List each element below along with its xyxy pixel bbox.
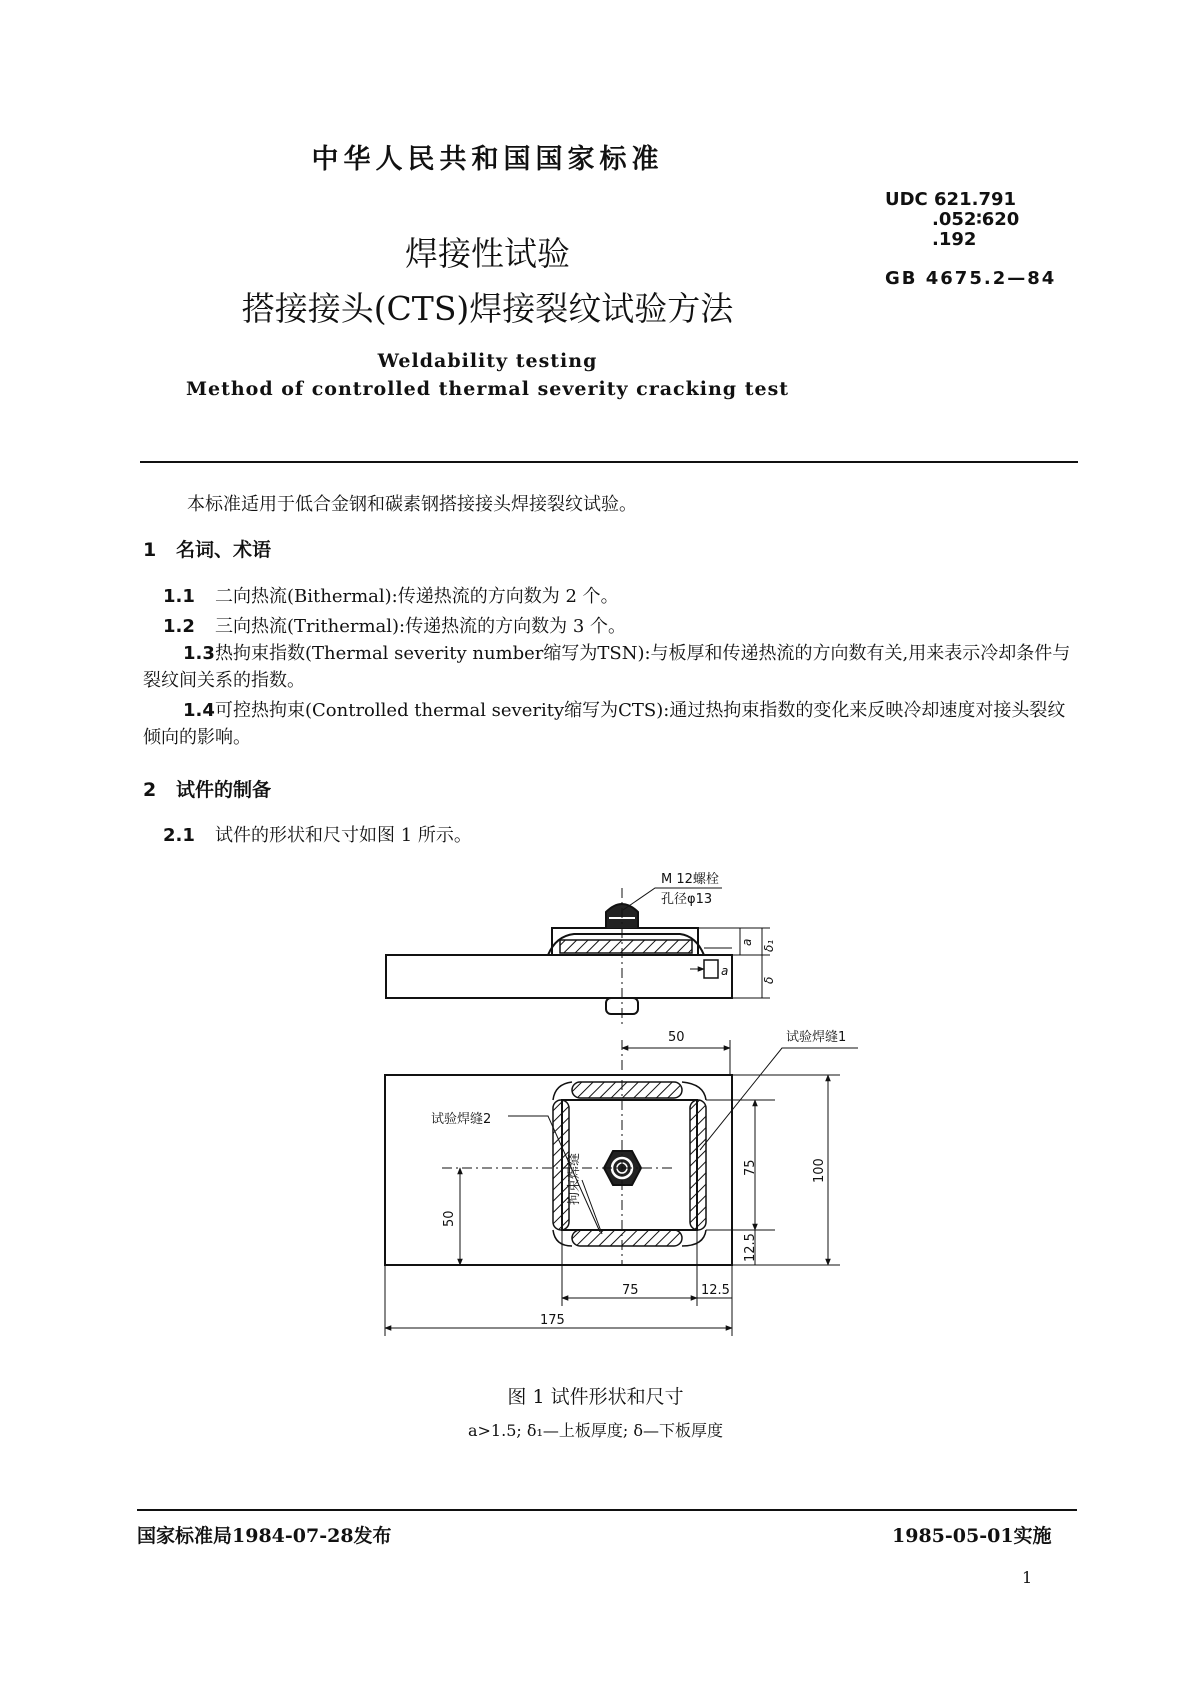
lower-plate-side (386, 955, 732, 998)
restraint-leader (582, 1180, 602, 1234)
bolt-label: M 12螺栓 (661, 872, 719, 887)
item-1-2-text: 三向热流(Trithermal):传递热流的方向数为 3 个。 (215, 616, 627, 637)
item-1-1-number: 1.1 (163, 586, 195, 607)
weld-top-plan (572, 1082, 682, 1098)
gap-box (704, 960, 718, 978)
section-2-number: 2 (143, 779, 157, 801)
figure-note: a>1.5; δ₁—上板厚度; δ—下板厚度 (467, 1421, 724, 1440)
dim-50-top: 50 (668, 1030, 685, 1045)
item-1-3-number: 1.3 (183, 643, 215, 664)
udc-line-1: UDC 621.791 (885, 189, 1017, 210)
page-number: 1 (1022, 1568, 1033, 1587)
item-2-1-text: 试件的形状和尺寸如图 1 所示。 (215, 825, 472, 846)
title-cn-line1: 焊接性试验 (405, 234, 570, 273)
item-1-1-text: 二向热流(Bithermal):传递热流的方向数为 2 个。 (215, 586, 619, 607)
udc-line-2: .052∶620 (932, 209, 1020, 230)
dim-a-gap: a (721, 964, 729, 978)
dim-50-left: 50 (442, 1210, 457, 1227)
hole-label: 孔径φ13 (661, 892, 713, 907)
item-1-3-text: 热拘束指数(Thermal severity number缩写为TSN):与板厚和传递热流的方向数有关,用来表示冷却条件与裂纹间关系的指数。 (143, 643, 1071, 691)
weld-hatch-side (560, 940, 692, 953)
issuing-agency: 中华人民共和国国家标准 (311, 144, 664, 175)
weld-right-plan (690, 1100, 706, 1230)
dim-delta1-side: δ₁ (762, 939, 776, 952)
dim-a-side: a (740, 938, 754, 946)
item-2-1-number: 2.1 (163, 825, 195, 846)
scope-statement: 本标准适用于低合金钢和碳素钢搭接接头焊接裂纹试验。 (187, 494, 637, 515)
item-1-2-number: 1.2 (163, 616, 195, 637)
dim-delta-side: δ (762, 976, 776, 984)
dim-175: 175 (540, 1313, 565, 1328)
title-en-line1: Weldability testing (377, 350, 598, 372)
item-1-4-number: 1.4 (183, 700, 215, 721)
dim-75-horizontal: 75 (622, 1283, 639, 1298)
title-en-line2: Method of controlled thermal severity cracking test (185, 378, 790, 400)
dim-100: 100 (812, 1158, 827, 1183)
weld2-label: 试验焊缝2 (431, 1112, 492, 1127)
issue-date: 国家标准局1984-07-28发布 (137, 1525, 392, 1547)
weld1-label: 试验焊缝1 (786, 1030, 847, 1045)
item-1-4-text: 可控热拘束(Controlled thermal severity缩写为CTS):通过热拘束指数的变化来反映冷却速度对接头裂纹倾向的影响。 (143, 700, 1066, 748)
standard-number: GB 4675.2—84 (885, 268, 1057, 289)
footer-rule (137, 1509, 1077, 1511)
dim-12-5-vertical: 12.5 (743, 1233, 758, 1262)
section-2-title: 试件的制备 (176, 779, 272, 801)
weld1-leader (700, 1048, 858, 1150)
section-1-number: 1 (143, 539, 157, 561)
title-cn-line2: 搭接接头(CTS)焊接裂纹试验方法 (241, 289, 734, 328)
side-view (386, 888, 770, 1028)
dim-75-vertical: 75 (743, 1159, 758, 1176)
restraint-weld-label: 拘束焊缝 (567, 1152, 582, 1205)
weld-bottom-plan (572, 1230, 682, 1246)
effective-date: 1985-05-01实施 (892, 1525, 1052, 1547)
figure-caption: 图 1 试件形状和尺寸 (507, 1386, 684, 1408)
dim-12-5-horizontal: 12.5 (701, 1283, 730, 1298)
udc-line-3: .192 (932, 229, 977, 250)
section-1-title: 名词、术语 (176, 539, 272, 561)
